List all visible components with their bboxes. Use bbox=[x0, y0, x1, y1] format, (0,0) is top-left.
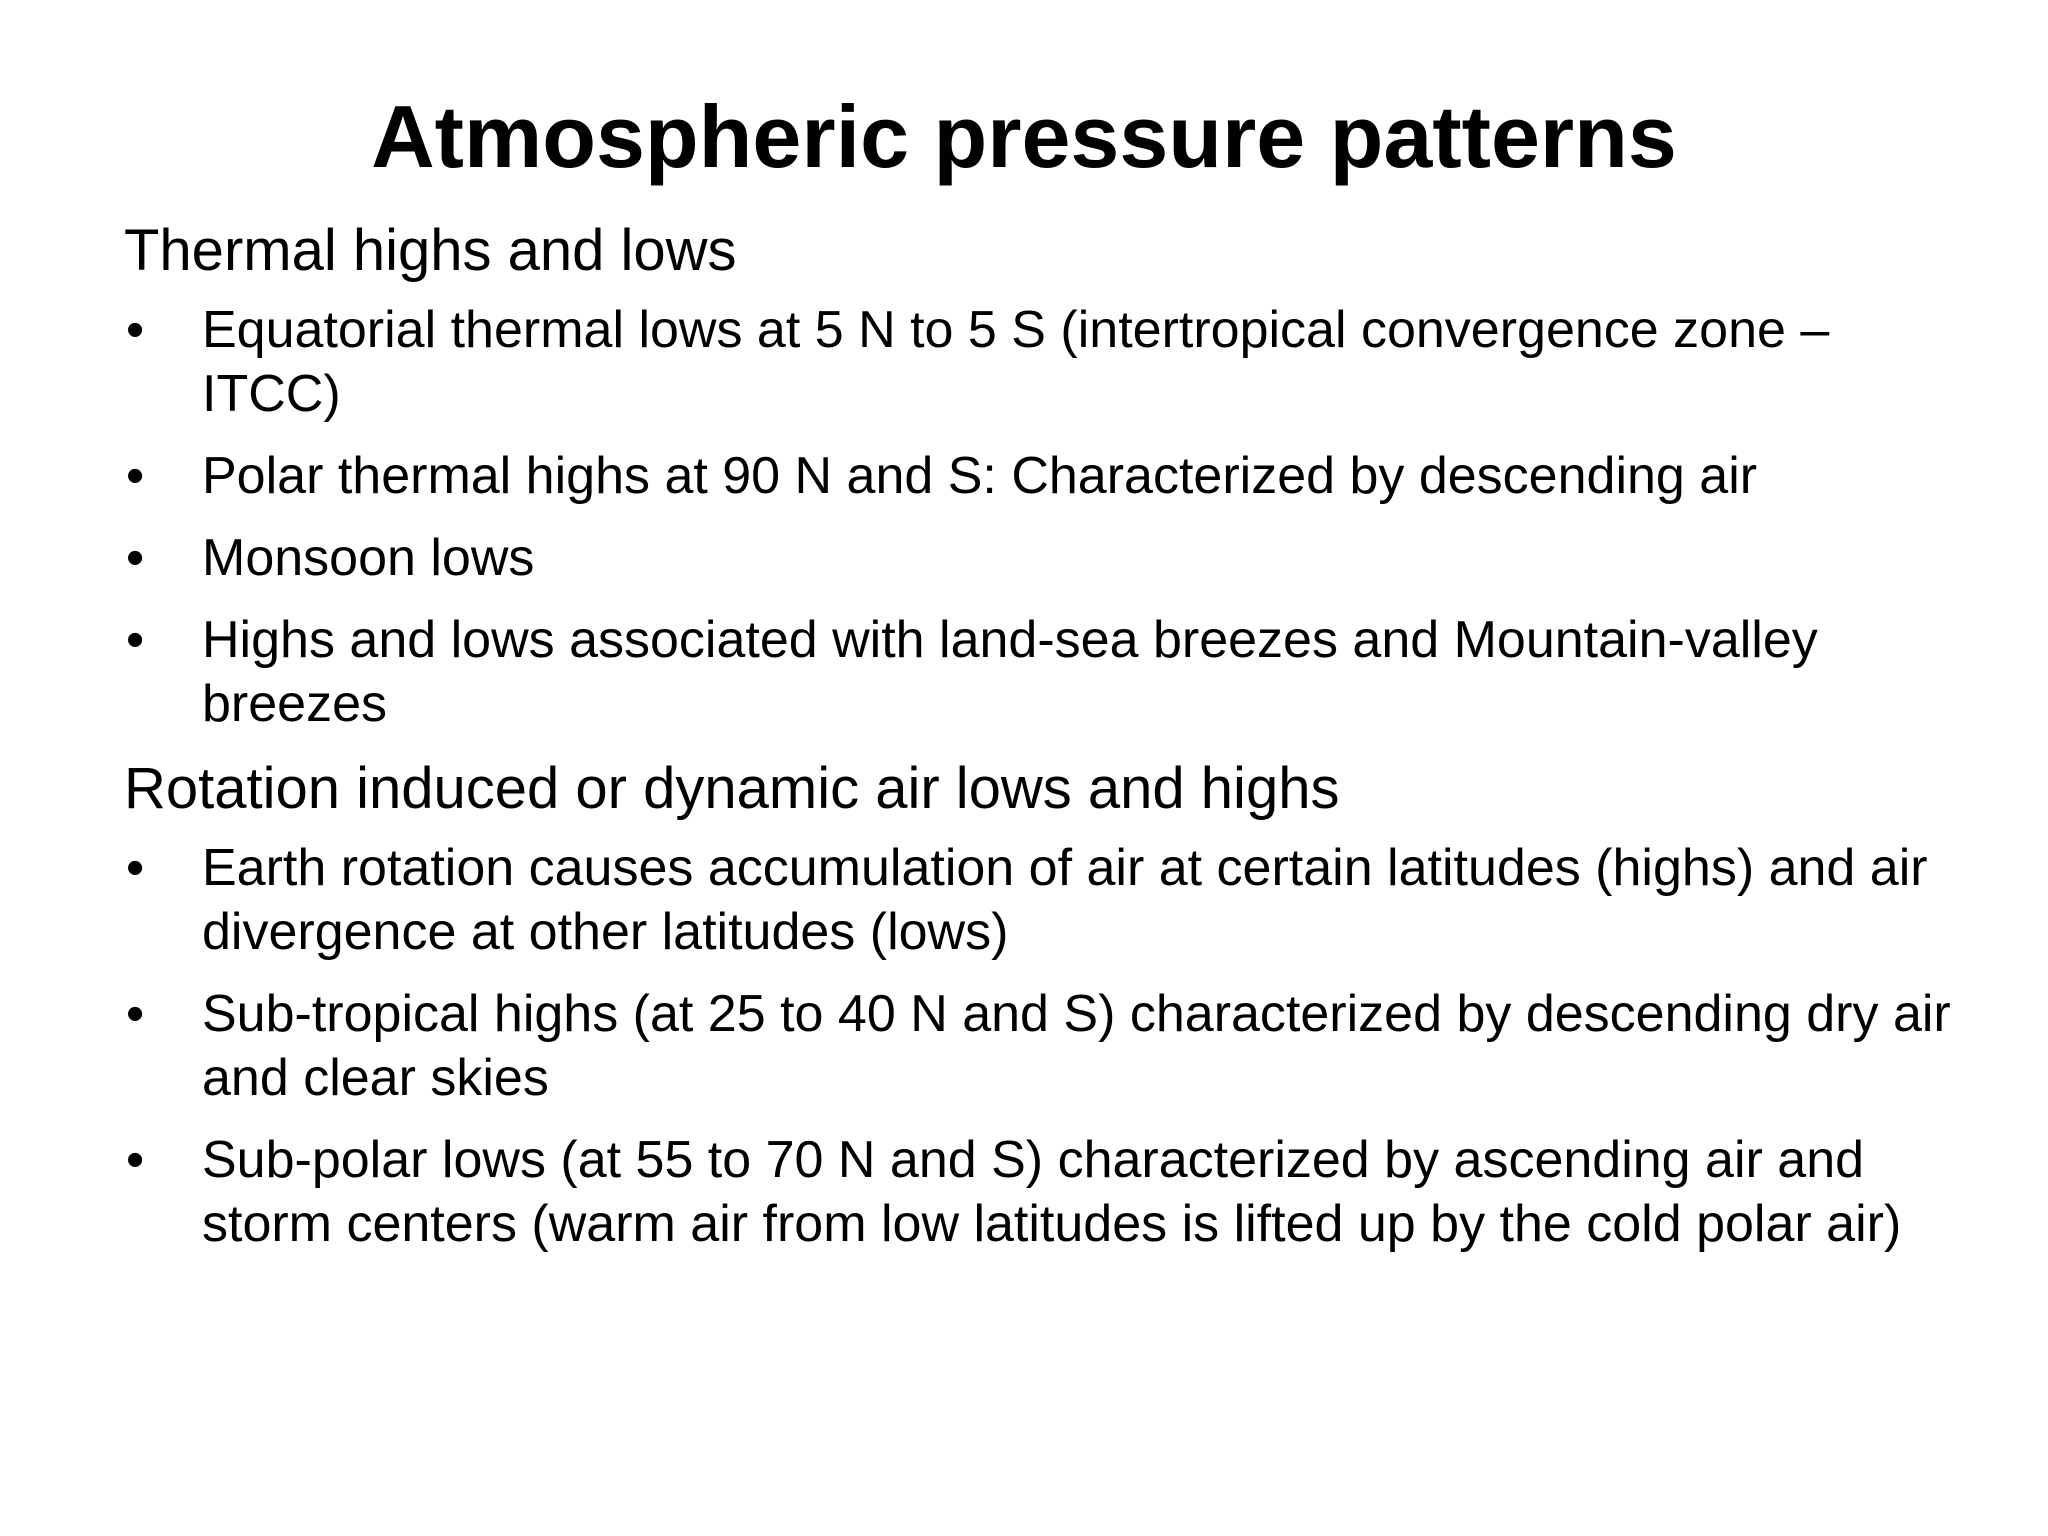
bullet-text: Highs and lows associated with land-sea breezes and Mountain-valley breezes bbox=[202, 611, 1818, 733]
bullet-item bbox=[124, 526, 1954, 590]
bullet-icon: • bbox=[126, 447, 145, 505]
bullet-icon: • bbox=[126, 839, 145, 897]
bullet-icon: • bbox=[126, 985, 145, 1043]
bullet-item bbox=[124, 836, 1954, 964]
bullet-list-rotation bbox=[124, 836, 1954, 1256]
bullet-icon: • bbox=[126, 529, 145, 587]
bullet-item bbox=[124, 444, 1954, 508]
section-heading-rotation: Rotation induced or dynamic air lows and highs bbox=[124, 756, 1340, 821]
bullet-item bbox=[124, 298, 1954, 426]
bullet-icon: • bbox=[126, 1131, 145, 1189]
slide-title: Atmospheric pressure patterns bbox=[371, 87, 1677, 186]
bullet-item bbox=[124, 608, 1954, 736]
bullet-list-thermal bbox=[124, 298, 1954, 736]
bullet-text: Sub-tropical highs (at 25 to 40 N and S) characterized by descending dry air and clear skies bbox=[202, 985, 1951, 1107]
section-heading-thermal: Thermal highs and lows bbox=[124, 218, 737, 283]
bullet-item bbox=[124, 982, 1954, 1110]
bullet-item bbox=[124, 1128, 1954, 1256]
bullet-text: Polar thermal highs at 90 N and S: Characterized by descending air bbox=[202, 447, 1758, 505]
slide-body bbox=[124, 218, 1954, 1274]
bullet-text: Monsoon lows bbox=[202, 529, 535, 587]
bullet-text: Equatorial thermal lows at 5 N to 5 S (intertropical convergence zone –ITCC) bbox=[202, 301, 1830, 423]
bullet-text: Sub-polar lows (at 55 to 70 N and S) characterized by ascending air and storm centers (warm air from low latitudes is lifted up by the cold polar air) bbox=[202, 1131, 1902, 1253]
bullet-text: Earth rotation causes accumulation of air at certain latitudes (highs) and air divergence at other latitudes (lows) bbox=[202, 839, 1928, 961]
bullet-icon: • bbox=[126, 301, 145, 359]
bullet-icon: • bbox=[126, 611, 145, 669]
